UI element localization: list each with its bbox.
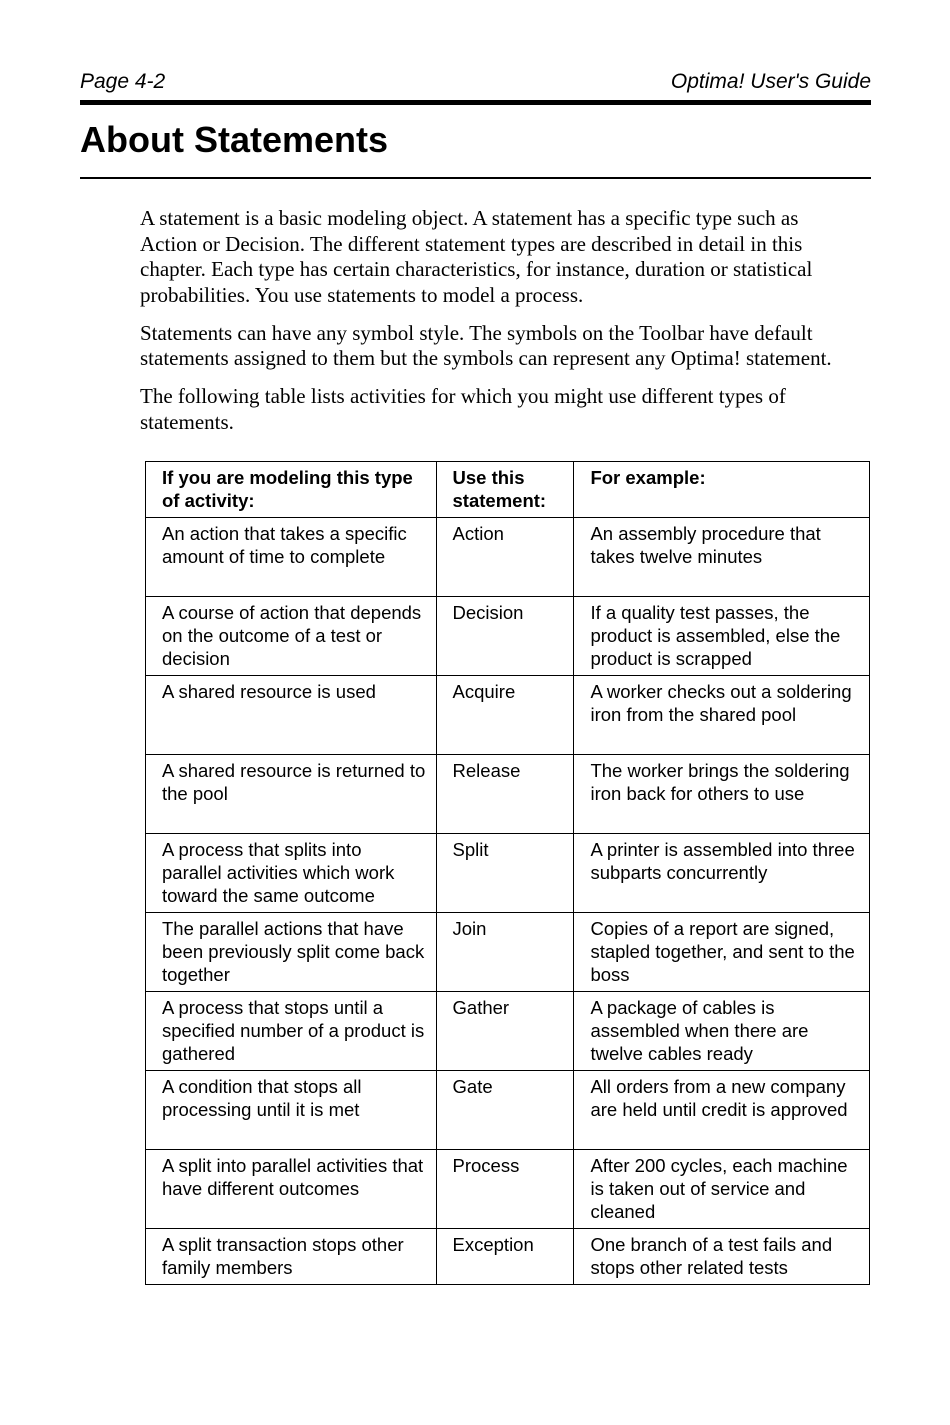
table-header-row bbox=[146, 462, 870, 518]
table-row bbox=[146, 1071, 870, 1150]
cell-activity: A condition that stops all processing until it is met bbox=[146, 1071, 437, 1150]
table-row bbox=[146, 676, 870, 755]
header-activity: If you are modeling this type of activity: bbox=[146, 462, 437, 518]
cell-statement: Action bbox=[436, 518, 574, 597]
cell-example: All orders from a new company are held until credit is approved bbox=[574, 1071, 870, 1150]
cell-statement: Process bbox=[436, 1150, 574, 1229]
cell-activity: A split into parallel activities that have different outcomes bbox=[146, 1150, 437, 1229]
table-row bbox=[146, 518, 870, 597]
header-example: For example: bbox=[574, 462, 870, 518]
header-rule bbox=[80, 100, 871, 105]
cell-statement: Gather bbox=[436, 992, 574, 1071]
cell-example: The worker brings the soldering iron back for others to use bbox=[574, 755, 870, 834]
cell-activity: The parallel actions that have been previously split come back together bbox=[146, 913, 437, 992]
cell-activity: A course of action that depends on the outcome of a test or decision bbox=[146, 597, 437, 676]
cell-example: An assembly procedure that takes twelve minutes bbox=[574, 518, 870, 597]
cell-statement: Exception bbox=[436, 1229, 574, 1285]
title-rule bbox=[80, 177, 871, 179]
cell-statement: Decision bbox=[436, 597, 574, 676]
cell-example: A printer is assembled into three subparts concurrently bbox=[574, 834, 870, 913]
paragraph-table-intro: The following table lists activities for which you might use different types of statements. bbox=[140, 384, 786, 434]
table-row bbox=[146, 1150, 870, 1229]
cell-statement: Gate bbox=[436, 1071, 574, 1150]
cell-activity: A split transaction stops other family members bbox=[146, 1229, 437, 1285]
cell-activity: An action that takes a specific amount of time to complete bbox=[146, 518, 437, 597]
table-row bbox=[146, 913, 870, 992]
cell-activity: A shared resource is returned to the pool bbox=[146, 755, 437, 834]
cell-activity: A shared resource is used bbox=[146, 676, 437, 755]
cell-activity: A process that splits into parallel activities which work toward the same outcome bbox=[146, 834, 437, 913]
section-title: About Statements bbox=[80, 119, 389, 160]
cell-example: Copies of a report are signed, stapled together, and sent to the boss bbox=[574, 913, 870, 992]
cell-activity: A process that stops until a specified number of a product is gathered bbox=[146, 992, 437, 1071]
page-number: Page 4-2 bbox=[80, 70, 166, 93]
cell-example: After 200 cycles, each machine is taken out of service and cleaned bbox=[574, 1150, 870, 1229]
table-row bbox=[146, 597, 870, 676]
cell-example: A package of cables is assembled when there are twelve cables ready bbox=[574, 992, 870, 1071]
guide-title: Optima! User's Guide bbox=[670, 70, 871, 93]
cell-statement: Release bbox=[436, 755, 574, 834]
table-row bbox=[146, 834, 870, 913]
cell-statement: Split bbox=[436, 834, 574, 913]
statement-types-table bbox=[145, 461, 870, 1285]
header-statement: Use this statement: bbox=[436, 462, 574, 518]
cell-statement: Join bbox=[436, 913, 574, 992]
table-row bbox=[146, 1229, 870, 1285]
cell-example: One branch of a test fails and stops other related tests bbox=[574, 1229, 870, 1285]
table-row bbox=[146, 992, 870, 1071]
paragraph-symbols: Statements can have any symbol style. The symbols on the Toolbar have default statements assigned to them but the symbols can represent any Optima! statement. bbox=[140, 320, 832, 370]
cell-example: A worker checks out a soldering iron from the shared pool bbox=[574, 676, 870, 755]
cell-example: If a quality test passes, the product is assembled, else the product is scrapped bbox=[574, 597, 870, 676]
paragraph-intro: A statement is a basic modeling object. A statement has a specific type such as Action or Decision. The different statement types are described in detail in this chapter. Each type has certain characteristics, for instance, duration or statistical probabilities. You use statements to model a process. bbox=[140, 206, 813, 307]
body-text bbox=[140, 206, 840, 448]
cell-statement: Acquire bbox=[436, 676, 574, 755]
table-row bbox=[146, 755, 870, 834]
